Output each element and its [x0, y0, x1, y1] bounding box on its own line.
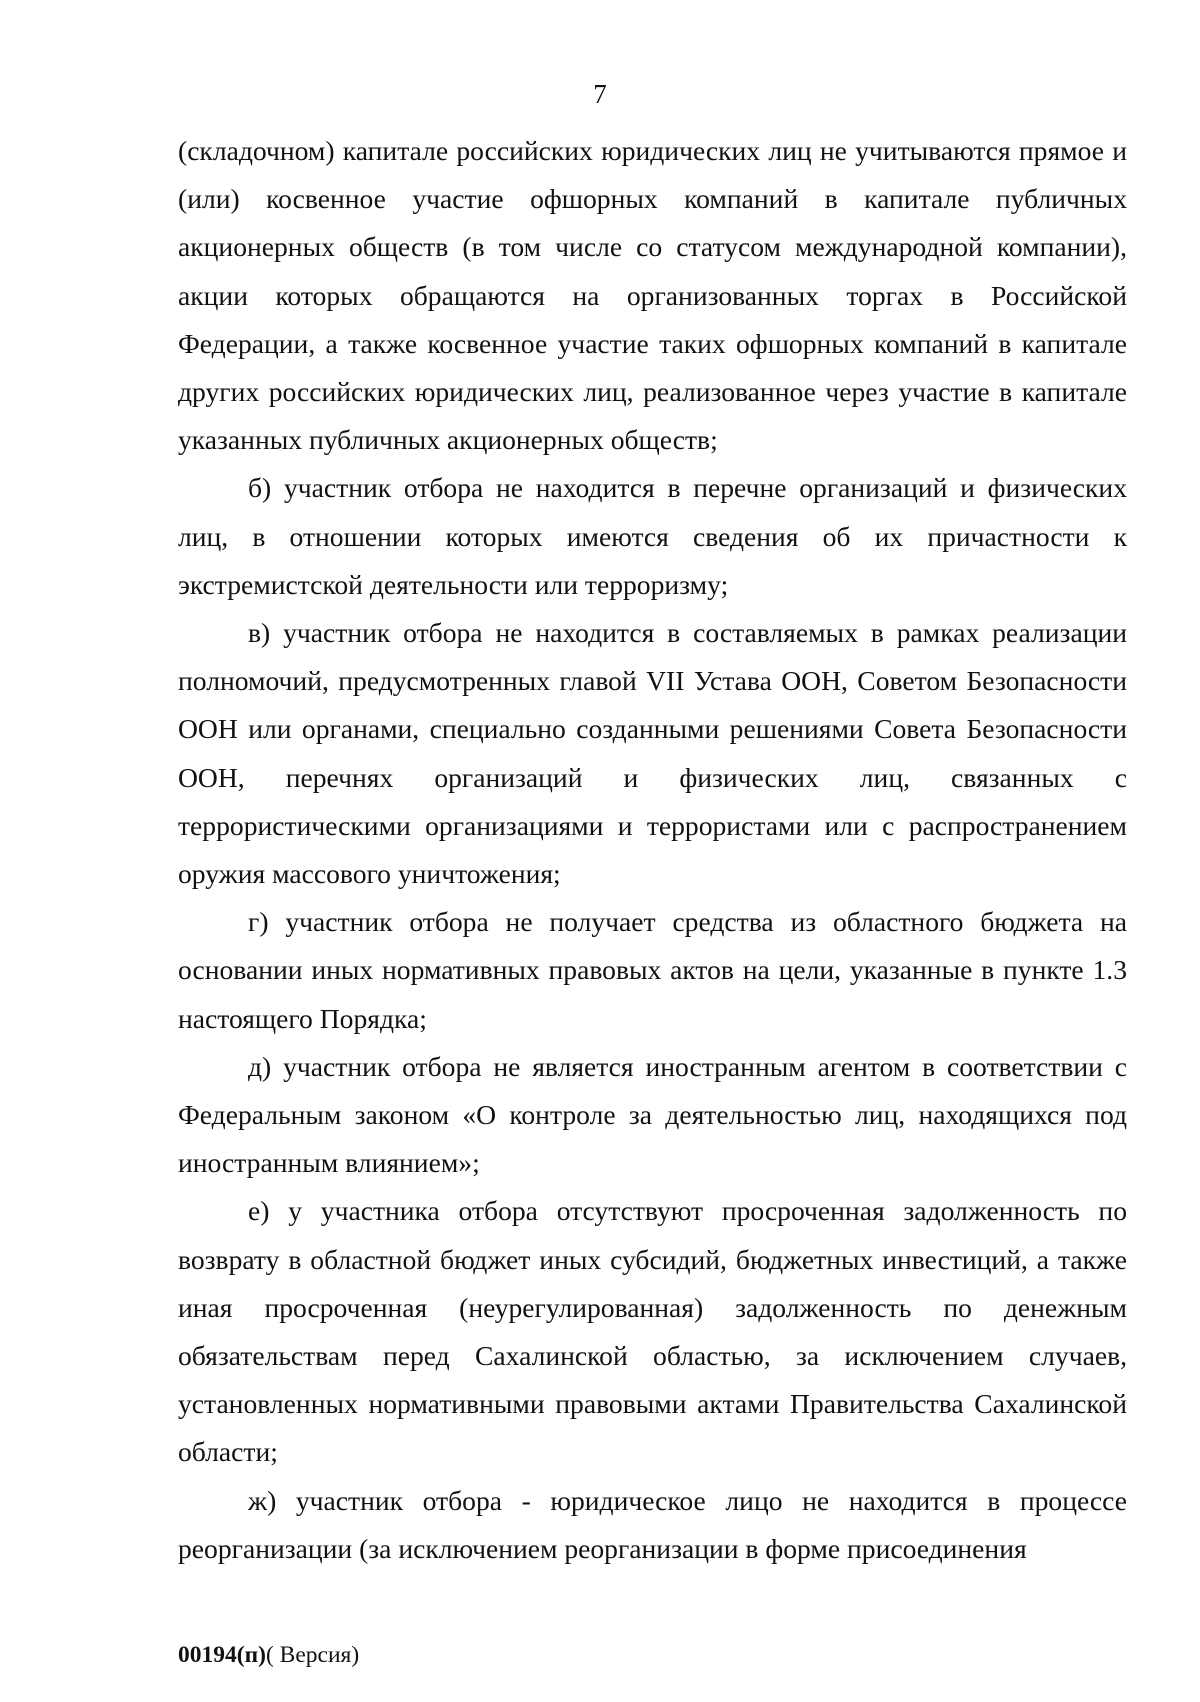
document-version: ( Версия) [265, 1642, 360, 1668]
page-number: 7 [593, 79, 607, 109]
paragraph-item-zh: ж) участник отбора - юридическое лицо не находится в процессе реорганизации (за исключением реорганизации в форме присоединения [178, 1484, 1127, 1564]
paragraph-item-g: г) участник отбора не получает средства из областного бюджета на основании иных нормативных правовых актов на цели, указанные в пункте 1.3 настоящего Порядка; [178, 906, 1127, 1034]
paragraph-item-d: д) участник отбора не является иностранным агентом в соответствии с Федеральным законом «О контроле за деятельностью лиц, находящихся под иностранным влиянием»; [178, 1050, 1127, 1179]
paragraph-item-b: б) участник отбора не находится в перечне организаций и физических лиц, в отношении которых имеются сведения об их причастности к экстремистской деятельности или терроризму; [178, 472, 1127, 600]
document-body [178, 127, 1127, 1573]
document-footer [178, 1640, 359, 1670]
document-code: 00194(п) [178, 1642, 266, 1668]
paragraph-item-v: в) участник отбора не находится в составляемых в рамках реализации полномочий, предусмотренных главой VII Устава ООН, Советом Безопасности ООН или органами, специально созданными решениями Совета Безопасности ООН, перечнях организаций и физических лиц, связанных с террористическими организациями и террористами или с распространением оружия массового уничтожения; [178, 617, 1127, 890]
paragraph-item-e: е) у участника отбора отсутствуют просроченная задолженность по возврату в областной бюджет иных субсидий, бюджетных инвестиций, а также иная просроченная (неурегулированная) задолженность по денежным обязательствам перед Сахалинской областью, за исключением случаев, установленных нормативными правовыми актами Правительства Сахалинской области; [178, 1195, 1127, 1468]
paragraph-continuation: (складочном) капитале российских юридических лиц не учитываются прямое и (или) косвенное участие офшорных компаний в капитале публичных акционерных обществ (в том числе со статусом международной компании), акции которых обращаются на организованных торгах в Российской Федерации, а также косвенное участие таких офшорных компаний в капитале других российских юридических лиц, реализованное через участие в капитале указанных публичных акционерных обществ; [178, 135, 1127, 456]
